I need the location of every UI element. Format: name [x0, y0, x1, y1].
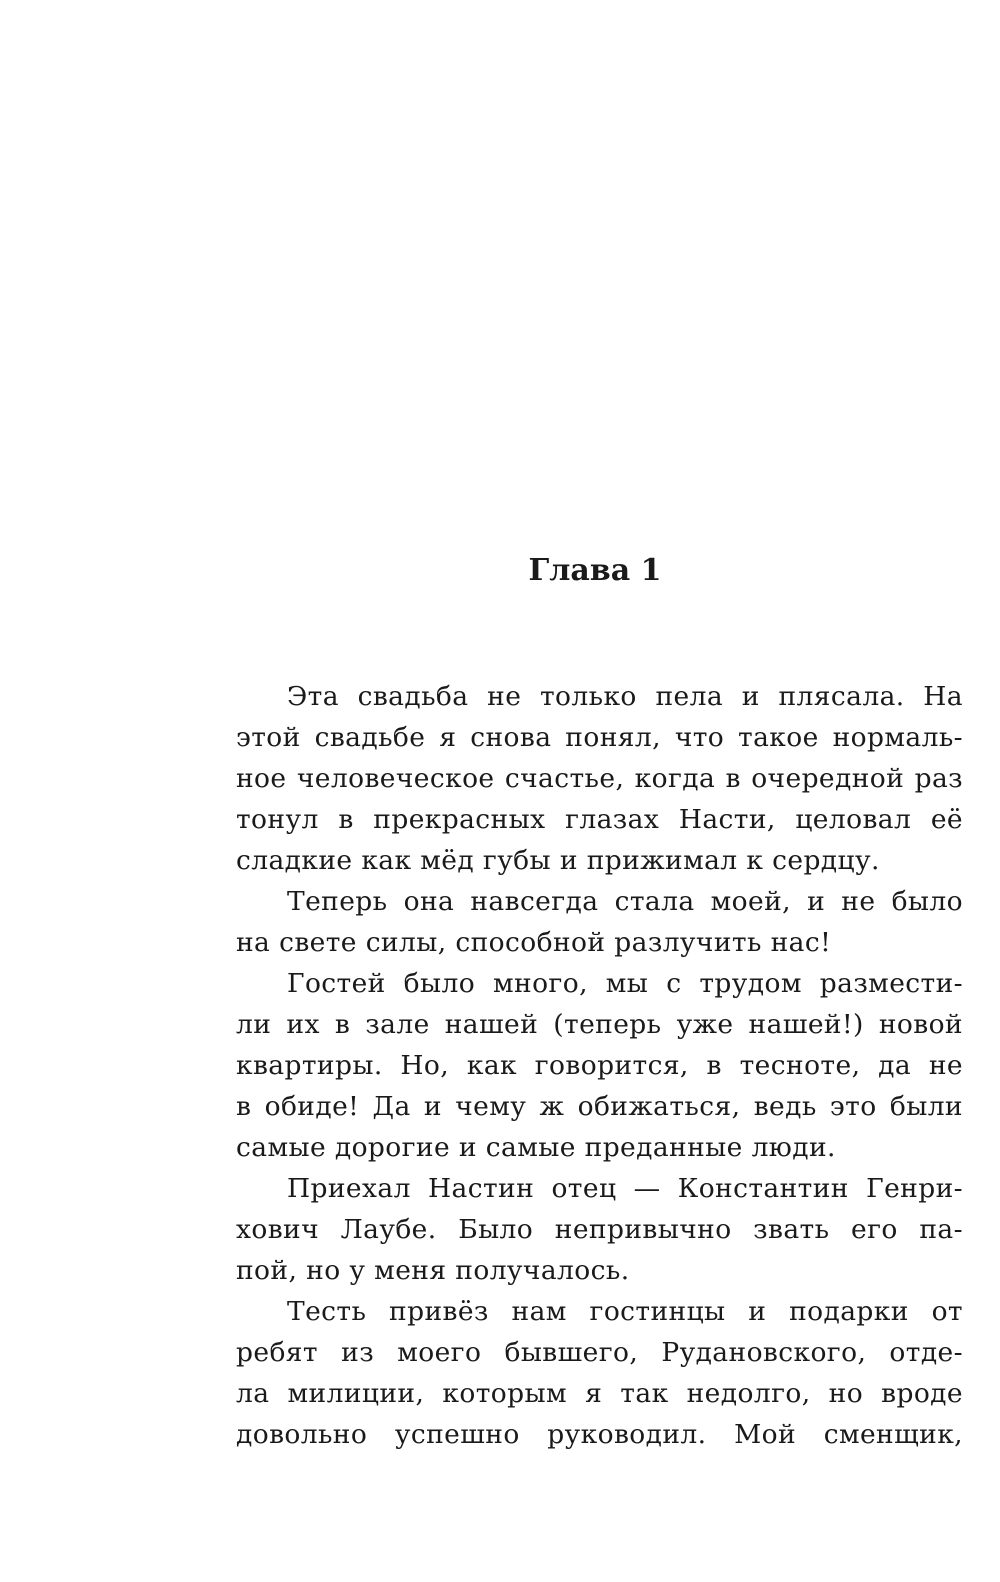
text-line: сладкие как мёд губы и прижимал к сердцу. — [236, 845, 880, 876]
chapter-title: Глава 1 — [528, 553, 662, 588]
body-text — [236, 676, 963, 1455]
text-line: пой, но у меня получалось. — [236, 1255, 630, 1286]
text-line: на свете силы, способной разлучить нас! — [236, 927, 832, 958]
text-line: ребят из моего бывшего, Рудановского, отде- — [236, 1337, 963, 1368]
text-line: ли их в зале нашей (теперь уже нашей!) новой — [236, 1009, 963, 1040]
text-line: ла милиции, которым я так недолго, но вроде — [236, 1378, 963, 1409]
text-line: самые дорогие и самые преданные люди. — [236, 1132, 836, 1163]
text-line: в обиде! Да и чему ж обижаться, ведь это были — [236, 1091, 963, 1122]
text-line: Приехал Настин отец — Константин Генри- — [287, 1173, 963, 1204]
text-line: Теперь она навсегда стала моей, и не было — [287, 886, 963, 917]
text-line: ное человеческое счастье, когда в очередной раз — [236, 763, 963, 794]
text-line: Гостей было много, мы с трудом размести- — [287, 968, 963, 999]
text-line: довольно успешно руководил. Мой сменщик, — [236, 1419, 963, 1450]
text-line: тонул в прекрасных глазах Насти, целовал её — [236, 804, 963, 835]
text-line: хович Лаубе. Было непривычно звать его па- — [236, 1214, 963, 1245]
text-line: квартиры. Но, как говорится, в тесноте, да не — [236, 1050, 963, 1081]
text-line: Тесть привёз нам гостинцы и подарки от — [287, 1296, 963, 1327]
text-line: этой свадьбе я снова понял, что такое нормаль- — [236, 722, 963, 753]
text-line: Эта свадьба не только пела и плясала. На — [287, 681, 963, 712]
